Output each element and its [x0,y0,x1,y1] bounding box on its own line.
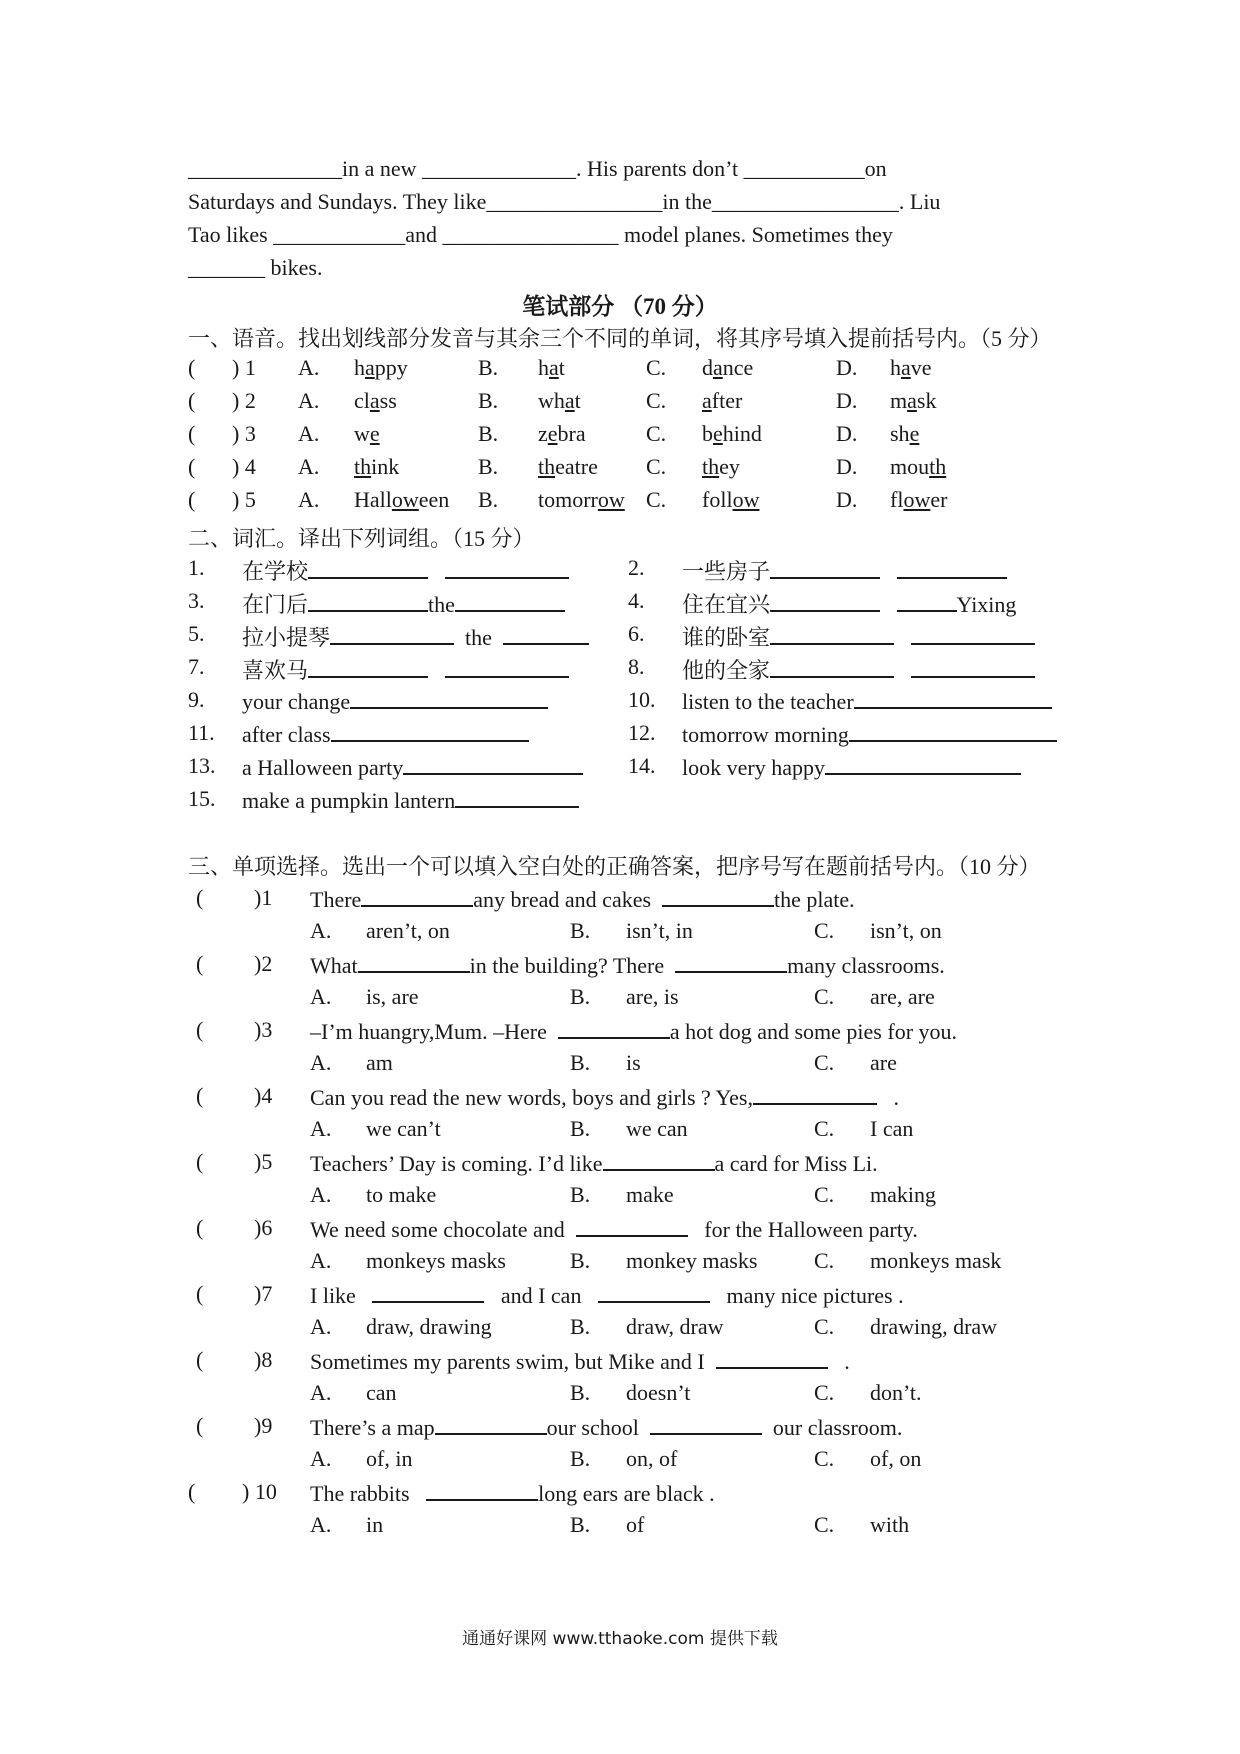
mc-question: ( ) 10 The rabbits long ears are black . [188,1479,715,1506]
mc-options: A. can B. doesn’t C. don’t. [310,1380,922,1405]
passage-line-1: ______________in a new ______________. His parents don’t ___________on [188,156,887,181]
mc-options: A. to make B. make C. making [310,1182,936,1207]
vocab-row: 1. 在学校 2. 一些房子 [188,555,1088,589]
section3-heading: 三、单项选择。选出一个可以填入空白处的正确答案，把序号写在题前括号内。（10 分） [188,854,1041,879]
mc-options: A. am B. is C. are [310,1050,897,1075]
section-title: 笔试部分 （70 分） [522,294,718,319]
mc-question: ( )4 Can you read the new words, boys and girls ? Yes, . [196,1083,899,1110]
vocab-row: 11. after class 12. tomorrow morning [188,720,1088,754]
mc-options: A. of, in B. on, of C. of, on [310,1446,922,1471]
section1-heading: 一、语音。找出划线部分发音与其余三个不同的单词，将其序号填入提前括号内。（5 分） [188,326,1052,351]
vocab-row: 7. 喜欢马 8. 他的全家 [188,654,1088,688]
mc-question: ( )8 Sometimes my parents swim, but Mike and I . [196,1347,850,1374]
mc-options: A. monkeys masks B. monkey masks C. monkeys mask [310,1248,1002,1273]
vocab-row: 9. your change 10. listen to the teacher [188,687,1088,721]
mc-options: A. we can’t B. we can C. I can [310,1116,914,1141]
mc-question: ( )2 What in the building? There many classrooms. [196,951,945,978]
vocab-row: 3. 在门后 the 4. 住在宜兴 Yixing [188,588,1017,617]
passage-line-4: _______ bikes. [188,255,323,280]
vocab-row: 5. 拉小提琴 the 6. 谁的卧室 [188,621,1088,655]
mc-options: A. aren’t, on B. isn’t, in C. isn’t, on [310,918,942,943]
section2-heading: 二、词汇。译出下列词组。（15 分） [188,526,535,551]
mc-question: ( )9 There’s a map our school our classroom. [196,1413,903,1440]
mc-options: A. draw, drawing B. draw, draw C. drawing, draw [310,1314,998,1339]
passage-line-2: Saturdays and Sundays. They like________________in the_________________. Liu [188,189,941,214]
mc-question: ( )7 I like and I can many nice pictures . [196,1281,904,1308]
mc-question: ( )6 We need some chocolate and for the Halloween party. [196,1215,918,1242]
vocab-row: 15. make a pumpkin lantern [188,786,1088,820]
mc-options: A. in B. of C. with [310,1512,910,1537]
footer: 通通好课网 www.tthaoke.com 提供下载 [462,1629,778,1649]
passage-line-3: Tao likes ____________and ________________ model planes. Sometimes they [188,222,893,247]
mc-question: ( )5 Teachers’ Day is coming. I’d like a card for Miss Li. [196,1149,878,1176]
mc-question: ( )3 –I’m huangry,Mum. –Here a hot dog and some pies for you. [196,1017,958,1044]
mc-question: ( )1 There any bread and cakes the plate. [196,885,855,912]
exam-page: ______________in a new ______________. His parents don’t ___________on Saturdays and Sundays. They like________________in the_________________. Liu Tao likes ____________and ________________ model planes. Sometimes they _______ bikes. 笔试部分 （70 分） 一、语音。找出划线部分发音与其余三个不同的单词，将其序号填入提前括号内。（5 分） ( ) 1 A. happy B. hat C. dance D. have ( ) 2 A. class B. what C. after D. mask ( ) 3 A. we B. zebra C. behind D. she ( ) 4 A. think B. theatre C. they D. mouth ( ) 5 A. Halloween B. tomorrow C. follow D. flower 二、词汇。译出下列词组。（15 分） 1. 在学校 2. 一些房子 3. 在门后 the 4. 住在宜兴 Yixing 5. 拉小提琴 the 6. 谁的卧室 7. 喜欢马 8. 他的全家 9. your change 10. listen to the teacher 11. after class 12. tomorrow morning 13. a Halloween party 14. look very happy 15. make a pumpkin lantern 三、单项选择。选出一个可以填入空白处的正确答案，把序号写在题前括号内。（10 分） ( )1 There any bread and cakes the plate. A. aren’t, on B. isn’t, in C. isn’t, on ( )2 What in the building? There many classrooms. A. is, are B. are, is C. are, are ( )3 –I’m huangry,Mum. –Here a hot dog and some pies for you. A. am B. is C. are ( )4 Can you read the new words, boys and girls ? Yes, . A. we can’t B. we can C. I can ( )5 Teachers’ Day is coming. I’d like a card for Miss Li. A. to make B. make C. making ( )6 We need some chocolate and for the Halloween party. A. monkeys masks B. monkey masks C. monkeys mask ( )7 I like and I can many nice pictures . A. draw, drawing B. draw, draw C. drawing, draw ( )8 Sometimes my parents swim, but Mike and I . A. can B. doesn’t C. don’t. ( )9 There’s a map our school our classroom. A. of, in B. on, of C. of, on ( ) 10 The rabbits long ears are black . A. in B. of C. with 通通好课网 www.tthaoke.com 提供下载 [0,0,1240,1754]
mc-options: A. is, are B. are, is C. are, are [310,984,935,1009]
vocab-row: 13. a Halloween party 14. look very happy [188,753,1088,787]
